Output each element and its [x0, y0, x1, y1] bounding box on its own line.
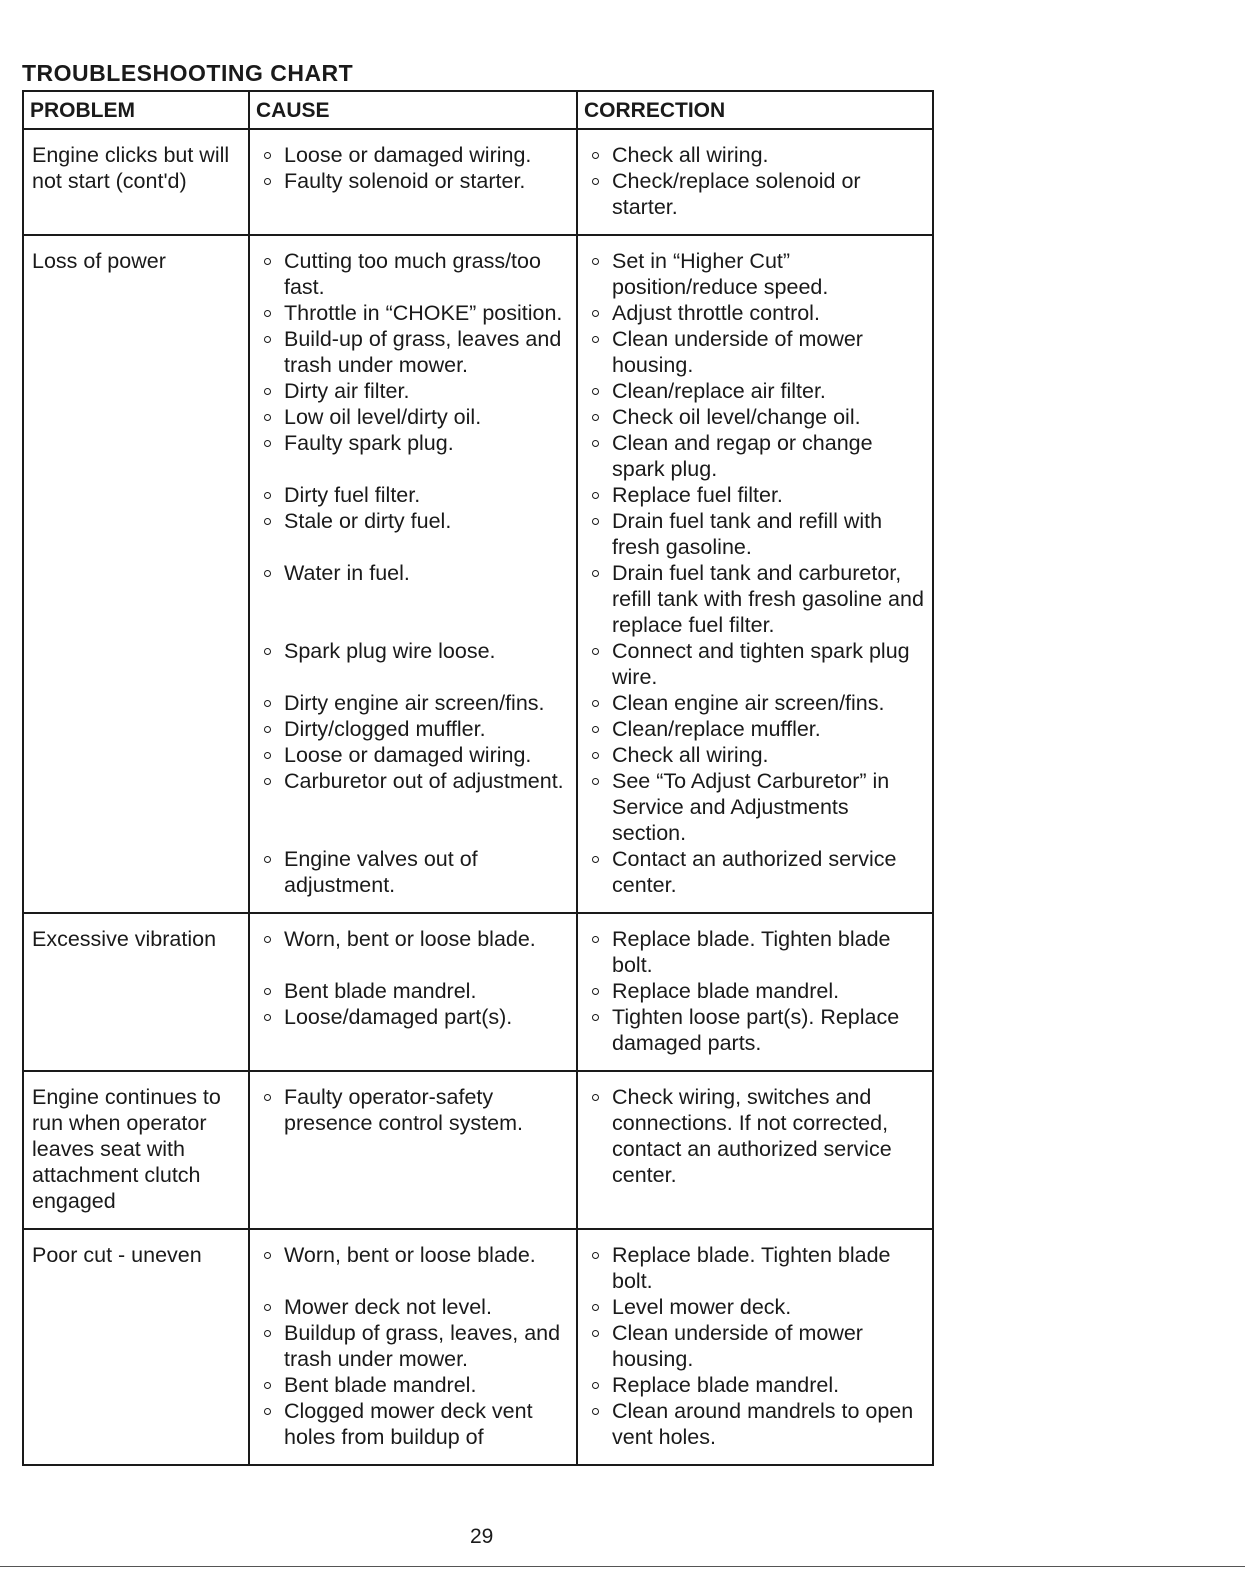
correction-cell [577, 235, 933, 913]
correction-item: Replace blade. Tighten blade bolt. [586, 1242, 926, 1294]
cause-item: Carburetor out of adjustment. [258, 768, 570, 846]
correction-list [586, 142, 926, 220]
cause-cell [249, 1071, 577, 1229]
cause-item: Worn, bent or loose blade. [258, 926, 570, 978]
table-row [23, 129, 933, 235]
cause-item: Low oil level/dirty oil. [258, 404, 570, 430]
correction-list [586, 1242, 926, 1450]
correction-item: Replace fuel filter. [586, 482, 926, 508]
table-row [23, 913, 933, 1071]
cause-item: Clogged mower deck vent holes from buildup of [258, 1398, 570, 1450]
correction-cell [577, 1071, 933, 1229]
correction-item: Check oil level/change oil. [586, 404, 926, 430]
cause-cell [249, 129, 577, 235]
correction-item: Level mower deck. [586, 1294, 926, 1320]
correction-item: Replace blade mandrel. [586, 1372, 926, 1398]
problem-cell: Loss of power [23, 235, 249, 913]
cause-item: Engine valves out of adjustment. [258, 846, 570, 898]
header-cause: CAUSE [249, 91, 577, 129]
correction-item: Replace blade mandrel. [586, 978, 926, 1004]
correction-cell [577, 913, 933, 1071]
correction-item: Adjust throttle control. [586, 300, 926, 326]
cause-list [258, 1084, 570, 1188]
cause-item: Loose/damaged part(s). [258, 1004, 570, 1056]
cause-item: Dirty/clogged muffler. [258, 716, 570, 742]
correction-item: Clean and regap or change spark plug. [586, 430, 926, 482]
correction-list [586, 926, 926, 1056]
correction-list [586, 248, 926, 898]
cause-item: Loose or damaged wiring. [258, 742, 570, 768]
correction-item: Tighten loose part(s). Replace damaged parts. [586, 1004, 926, 1056]
cause-item: Stale or dirty fuel. [258, 508, 570, 560]
cause-item: Dirty fuel filter. [258, 482, 570, 508]
cause-item: Faulty solenoid or starter. [258, 168, 570, 220]
cause-item: Spark plug wire loose. [258, 638, 570, 690]
problem-cell: Engine continues to run when operator leaves seat with attachment clutch engaged [23, 1071, 249, 1229]
cause-list [258, 142, 570, 220]
cause-cell [249, 235, 577, 913]
correction-item: Clean underside of mower housing. [586, 1320, 926, 1372]
bottom-rule [0, 1566, 1245, 1567]
cause-item: Buildup of grass, leaves, and trash under mower. [258, 1320, 570, 1372]
cause-item: Dirty engine air screen/fins. [258, 690, 570, 716]
table-row [23, 1229, 933, 1465]
correction-item: Drain fuel tank and refill with fresh gasoline. [586, 508, 926, 560]
header-correction: CORRECTION [577, 91, 933, 129]
problem-cell: Excessive vibration [23, 913, 249, 1071]
correction-item: Clean underside of mower housing. [586, 326, 926, 378]
cause-list [258, 926, 570, 1056]
correction-cell [577, 1229, 933, 1465]
correction-item: Clean/replace air filter. [586, 378, 926, 404]
correction-item: Clean engine air screen/fins. [586, 690, 926, 716]
correction-item: Drain fuel tank and carburetor, refill tank with fresh gasoline and replace fuel filter. [586, 560, 926, 638]
cause-item: Dirty air filter. [258, 378, 570, 404]
cause-item: Throttle in “CHOKE” position. [258, 300, 570, 326]
cause-item: Build-up of grass, leaves and trash under mower. [258, 326, 570, 378]
page-title: TROUBLESHOOTING CHART [22, 60, 354, 86]
correction-item: Clean around mandrels to open vent holes. [586, 1398, 926, 1450]
table-body [23, 129, 933, 1465]
cause-item: Faulty operator-safety presence control system. [258, 1084, 570, 1188]
cause-list [258, 248, 570, 898]
cause-item: Water in fuel. [258, 560, 570, 638]
correction-item: Clean/replace muffler. [586, 716, 926, 742]
correction-item: Contact an authorized service center. [586, 846, 926, 898]
correction-item: Check all wiring. [586, 142, 926, 168]
cause-cell [249, 1229, 577, 1465]
cause-item: Bent blade mandrel. [258, 978, 570, 1004]
problem-cell: Poor cut - uneven [23, 1229, 249, 1465]
cause-item: Worn, bent or loose blade. [258, 1242, 570, 1294]
cause-item: Bent blade mandrel. [258, 1372, 570, 1398]
correction-cell [577, 129, 933, 235]
table-header-row [23, 91, 933, 129]
table-row [23, 1071, 933, 1229]
cause-item: Cutting too much grass/too fast. [258, 248, 570, 300]
table-row [23, 235, 933, 913]
correction-list [586, 1084, 926, 1188]
page-number: 29 [470, 1525, 494, 1548]
correction-item: Check/replace solenoid or starter. [586, 168, 926, 220]
cause-list [258, 1242, 570, 1450]
troubleshooting-table [22, 90, 934, 1466]
cause-cell [249, 913, 577, 1071]
correction-item: Check all wiring. [586, 742, 926, 768]
correction-item: Set in “Higher Cut” position/reduce speed. [586, 248, 926, 300]
header-problem: PROBLEM [23, 91, 249, 129]
cause-item: Faulty spark plug. [258, 430, 570, 482]
cause-item: Loose or damaged wiring. [258, 142, 570, 168]
correction-item: Check wiring, switches and connections. If not corrected, contact an authorized service center. [586, 1084, 926, 1188]
correction-item: See “To Adjust Carburetor” in Service and Adjustments section. [586, 768, 926, 846]
problem-cell: Engine clicks but will not start (cont'd) [23, 129, 249, 235]
correction-item: Replace blade. Tighten blade bolt. [586, 926, 926, 978]
correction-item: Connect and tighten spark plug wire. [586, 638, 926, 690]
cause-item: Mower deck not level. [258, 1294, 570, 1320]
